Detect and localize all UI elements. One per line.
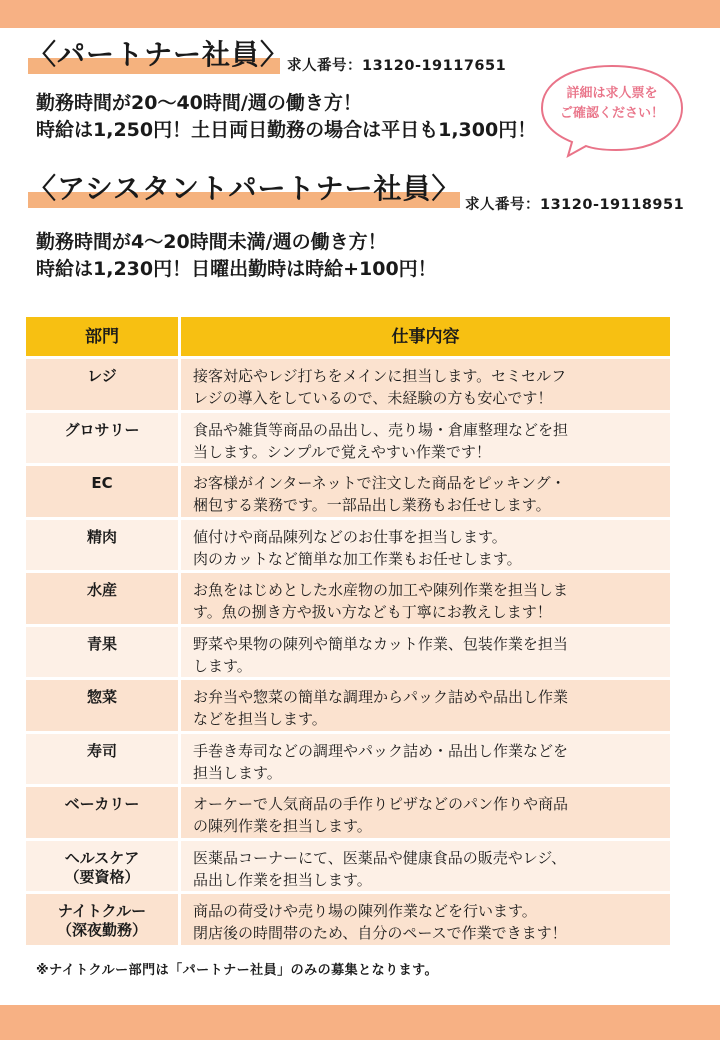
table-header-row [26, 317, 670, 359]
job-content-cell: お弁当や惣菜の簡単な調理からパック詰めや品出し作業 などを担当します。 [193, 688, 569, 728]
department-cell [26, 573, 181, 624]
table-row [26, 894, 670, 948]
partner-job-number: 求人番号：13120-19117651 [287, 58, 507, 74]
job-content-cell: 接客対応やレジ打ちをメインに担当します。セミセルフ レジの導入をしているので、未経験の方も安心です！ [193, 367, 567, 407]
department-name: レジ [87, 367, 117, 385]
job-content-cell: オーケーで人気商品の手作りピザなどのパン作りや商品 の陳列作業を担当します。 [193, 795, 569, 835]
job-content-cell: 値付けや商品陳列などのお仕事を担当します。 肉のカットなど簡単な加工作業もお任せします。 [193, 527, 522, 568]
table-row [26, 787, 670, 841]
department-name: 青果 [86, 634, 117, 653]
department-name: ヘルスケア [64, 848, 140, 867]
department-name: 水産 [86, 581, 117, 599]
department-name: ナイトクルー [57, 902, 147, 920]
department-table [26, 317, 670, 948]
department-name: EC [91, 474, 113, 492]
department-cell [26, 466, 181, 517]
partner-heading [28, 38, 289, 72]
assistant-job-number: 求人番号：13120-19118951 [465, 197, 685, 213]
footnote: ※ナイトクルー部門は「パートナー社員」のみの募集となります。 [36, 963, 439, 978]
assistant-title: 〈アシスタントパートナー社員〉 [28, 172, 461, 205]
assistant-wage-line: 時給は1,230円！日曜出勤時は時給+100円！ [36, 258, 437, 280]
job-content-cell: お魚をはじめとした水産物の加工や陳列作業を担当しま す。魚の捌き方や扱い方なども丁寧にお教えします！ [193, 581, 569, 621]
table-row [26, 627, 670, 681]
partner-hours-line: 勤務時間が20～40時間/週の働き方！ [36, 92, 362, 114]
job-content-cell: 医薬品コーナーにて、医薬品や健康食品の販売やレジ、 品出し作業を担当します。 [193, 848, 567, 889]
department-name: グロサリー [64, 420, 140, 439]
department-cell [26, 787, 181, 838]
job-content-cell: 手巻き寿司などの調理やパック詰め・品出し作業などを 担当します。 [193, 741, 569, 782]
details-speech-bubble [538, 62, 686, 160]
table-body [26, 359, 670, 948]
bubble-text [538, 84, 686, 124]
department-cell [26, 894, 181, 945]
table-row [26, 680, 670, 734]
header-department: 部門 [26, 317, 181, 356]
department-name: （要資格） [64, 867, 140, 886]
department-cell [26, 734, 181, 785]
job-content-cell: お客様がインターネットで注文した商品をピッキング・ 梱包する業務です。一部品出し業務もお任せします。 [193, 474, 566, 514]
job-content-cell: 食品や雑貨等商品の品出し、売り場・倉庫整理などを担 当します。シンプルで覚えやすい作業です！ [193, 420, 569, 461]
assistant-heading [28, 172, 460, 206]
table-row [26, 359, 670, 413]
top-decorative-band [0, 0, 720, 28]
table-row [26, 841, 670, 895]
department-cell [26, 359, 181, 410]
department-cell [26, 841, 181, 892]
job-content-cell: 商品の荷受けや売り場の陳列作業などを行います。 閉店後の時間帯のため、自分のペースで作業できます！ [193, 902, 567, 942]
bubble-line-2: ご確認ください！ [559, 106, 664, 121]
table-row [26, 466, 670, 520]
department-cell [26, 627, 181, 678]
table-row [26, 520, 670, 574]
table-row [26, 413, 670, 467]
partner-wage-line: 時給は1,250円！土日両日勤務の場合は平日も1,300円！ [36, 119, 537, 141]
department-name: 惣菜 [86, 688, 117, 706]
department-cell [26, 520, 181, 571]
bubble-line-1: 詳細は求人票を [566, 86, 658, 101]
partner-description [36, 90, 536, 144]
department-name: ベーカリー [64, 795, 140, 813]
partner-title: 〈パートナー社員〉 [28, 38, 290, 71]
header-job-content: 仕事内容 [391, 327, 460, 347]
department-name: （深夜勤務） [56, 921, 147, 939]
assistant-description [36, 229, 437, 283]
table-row [26, 734, 670, 788]
assistant-hours-line: 勤務時間が4～20時間未満/週の働き方！ [36, 231, 387, 253]
bottom-decorative-band [0, 1005, 720, 1040]
department-cell [26, 413, 181, 464]
table-row [26, 573, 670, 627]
job-content-cell: 野菜や果物の陳列や簡単なカット作業、包装作業を担当 します。 [193, 634, 568, 675]
department-name: 寿司 [86, 741, 117, 760]
department-cell [26, 680, 181, 731]
department-name: 精肉 [86, 527, 117, 546]
